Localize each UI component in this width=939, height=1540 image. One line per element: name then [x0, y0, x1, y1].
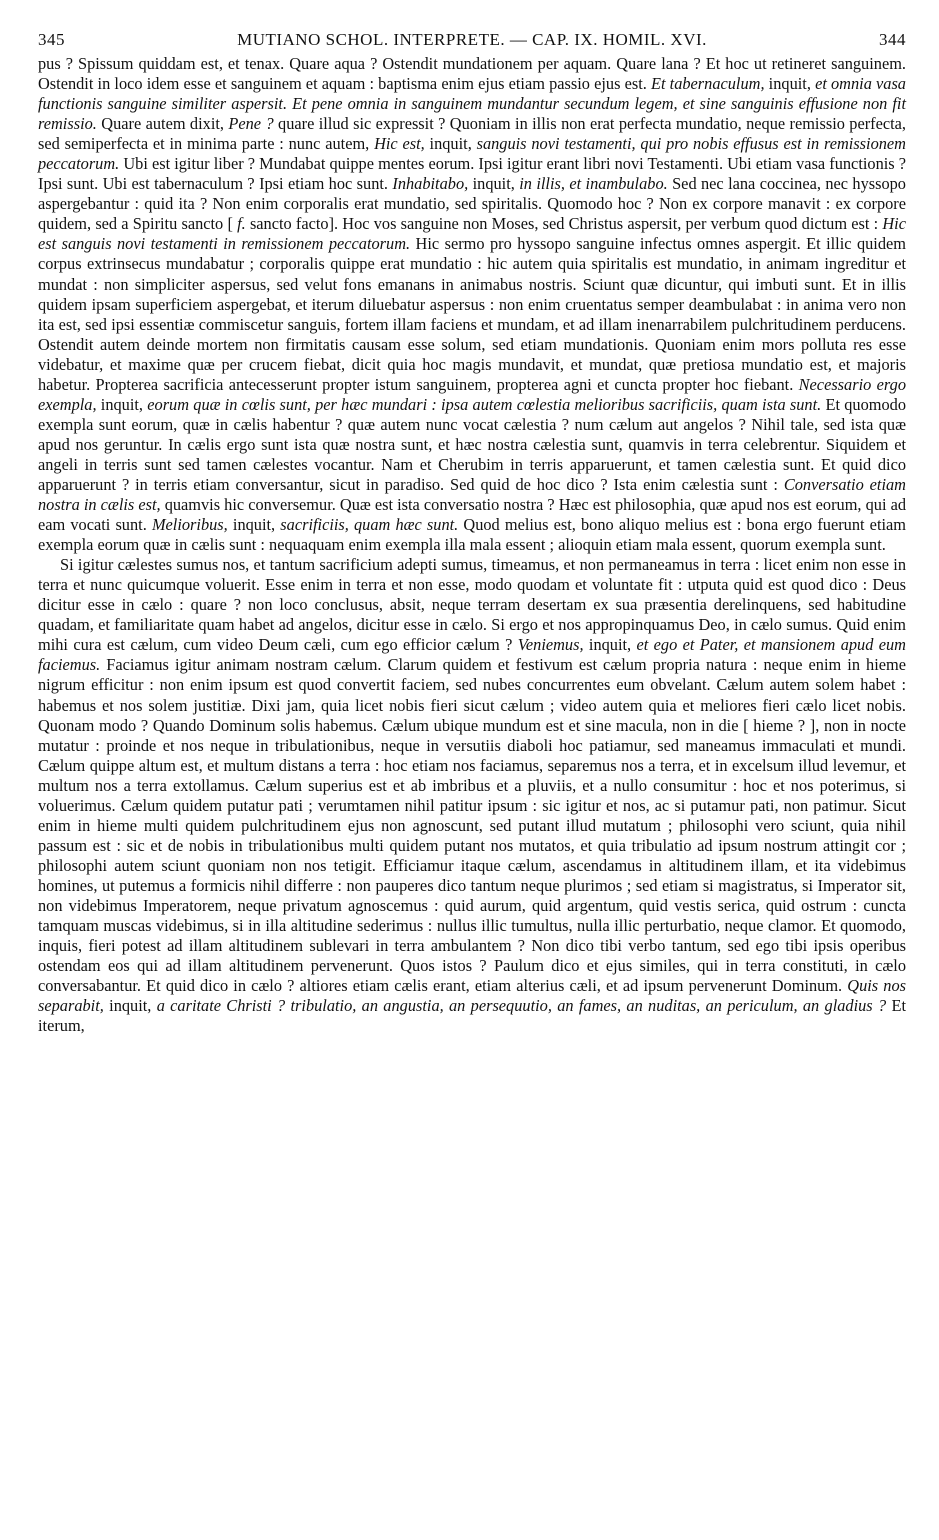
italic-quote: f. — [237, 214, 246, 234]
text-run: inquit, — [468, 174, 520, 194]
text-run: Quare autem dixit, — [96, 114, 229, 134]
left-page-number: 345 — [38, 30, 65, 49]
page — [38, 30, 906, 1036]
italic-quote: a caritate Christi ? tribulatio, an angustia, an persequutio, an fames, an nuditas, an periculum, an gladius ? — [156, 996, 887, 1016]
text-run: inquit, — [96, 394, 148, 414]
italic-quote: sacrificiis, quam hæc sunt. — [280, 515, 459, 535]
text-run: inquit, — [583, 635, 637, 655]
text-run: Si igitur cælestes sumus nos, et tantum sacrificium adepti sumus, timeamus, et non permaneamus in terra : licet enim non esse in terra et nunc quicumque voluerit. Esse enim in terra et non esse, modo quodam et voluntate fit : utputa quid est quod dico : Deus dicitur esse in cælo : quare ? non loco conclusus, absit, neque terram desertam ex sua præsentia derelinquens, sed habitudine quadam, et familiaritate quam habet ad angelos, dicitur esse in cælo. Si ergo et nos appropinquamus Deo, in cælo sumus. Quid enim mihi cura est cælum, cum video Deum cæli, cum ego efficior cælum ? — [38, 555, 906, 655]
text-run: quare illud sic expressit ? Quoniam in illis non erat perfecta mundatio, neque remissio perfecta, sed semiperfecta et in minima parte : nunc autem, — [38, 114, 907, 154]
text-run: Sed nec lana coccinea, nec hyssopo aspergebantur : quid ita ? Non enim corporalis erat mundatio, sed spiritalis. Quomodo hoc ? Non ex corpore manavit : ex corpore quidem, sed a Spiritu sancto [ — [38, 174, 906, 234]
text-run: Et iterum, — [38, 996, 906, 1036]
paragraph-1 — [38, 54, 906, 555]
italic-quote: Hic est, — [374, 134, 425, 154]
running-head — [38, 30, 906, 54]
text-run: inquit, — [103, 996, 157, 1016]
body-text — [38, 54, 906, 1036]
text-run: inquit, — [424, 134, 477, 154]
text-run: pus ? Spissum quiddam est, et tenax. Quare aqua ? Ostendit mundationem per aquam. Quare lana ? Et hoc ut retineret sanguinem. Ostendit in loco idem esse et sanguinem et aquam : baptisma enim ejus etiam passio ejus est. — [38, 54, 906, 94]
italic-quote: eorum quæ in cœlis sunt, per hæc mundari : ipsa autem cœlestia melioribus sacrificiis, quam ista sunt. — [147, 394, 822, 414]
italic-quote: et omnia vasa functionis sanguine similiter aspersit. Et pene omnia in sanguinem mundantur secundum legem, et sine sanguinis effusione non fit remissio. — [38, 74, 906, 134]
running-title: MUTIANO SCHOL. INTERPRETE. — CAP. IX. HOMIL. XVI. — [237, 30, 707, 49]
italic-quote: Melioribus, — [151, 515, 228, 535]
italic-quote: Conversatio etiam nostra in cælis est, — [38, 474, 906, 515]
text-run: Ubi est igitur liber ? Mundabat quippe mentes eorum. Ipsi igitur erant libri novi Testamenti. Ubi etiam vasa functionis ? Ipsi sunt. Ubi est tabernaculum ? Ipsi etiam hoc sunt. — [38, 154, 906, 194]
text-run: Faciamus igitur animam nostram cælum. Clarum quidem et festivum est cælum propria natura : neque enim in hieme nigrum efficitur : non enim ipsum est quod convertit faciem, sed nubes concurrentes eum obvelant. Cælum autem solem habet : habemus et nos solem justitiæ. Dixi jam, quia licet nobis fieri sicut cælum ; video autem quia et meliores fieri cælo licet nobis. Quonam modo ? Quando Dominum solis habemus. Cælum ubique mundum est et sine macula, non in die [ hieme ? ], non in nocte mutatur : proinde et nos neque in tribulationibus, neque in versutiis diaboli hoc patiamur, sed maneamus immaculati et mundi. Cælum quippe altum est, et multum distans a terra : hoc etiam nos faciamus, separemus nos a terra, et in excelsum illud levemur, et multum nos a terra extollamus. Cælum superius est et ab imbribus et a pluviis, et a nullo consumitur : hoc et nos poterimus, si voluerimus. Cælum quidem putatur pati ; verumtamen nihil patitur ipsum : sic igitur et nos, ac si putamur pati, non patimur. Sicut enim in hieme multi quidem pulchritudinem ejus non agnoscunt, sed putant illud mutatum ; philosophi vero sciunt, quia nihil passum est : sic et de nobis in tribulationibus multi quidem putant nos mutatos, et quia tribulatio ad ipsum nostrum attingit cor ; philosophi autem sciunt quoniam non nos tetigit. Efficiamur itaque cælum, ascendamus in altitudinem illam, et ita videbimus homines, ut putemus a formicis nihil differre : non pauperes dico tantum neque plurimos ; sed etiam si magistratus, si Imperator sit, non videbimus Imperatorem, neque privatum agnoscemus : quid aurum, quid argentum, quid vestis serica, quid ostrum : cuncta tamquam muscas videbimus, si in illa altitudine sederimus : nullus illic tumultus, nulla illic perturbatio, neque clamor. Et quomodo, inquis, fieri potest ad illam altitudinem sublevari in terra ambulantem ? Non dico tibi verbo tantum, sed ego tibi ipsis operibus ostendam eos qui ad illam altitudinem pervenerunt. Quos istos ? Paulum dico et ejus similes, qui in terra constituti, in cælo conversabantur. Et quid dico in cælo ? altiores etiam cælis erant, etiam alterius cæli, et ad ipsum pervenerunt Dominum. — [38, 655, 906, 996]
italic-quote: Et tabernaculum, — [650, 74, 765, 94]
text-run: inquit, — [227, 515, 281, 535]
right-page-number: 344 — [879, 30, 906, 49]
italic-quote: sanguis novi testamenti, qui pro nobis effusus est in remissionem peccatorum. — [38, 134, 906, 174]
italic-quote: Quis nos separabit, — [38, 976, 906, 1016]
paragraph-2 — [38, 555, 906, 1036]
text-run: quamvis hic conversemur. Quæ est ista conversatio nostra ? Hæc est philosophia, quæ apud nos est eorum, qui ad eam vocati sunt. — [38, 495, 907, 535]
text-run: inquit, — [764, 74, 816, 94]
italic-quote: et ego et Pater, et mansionem apud eum faciemus. — [38, 635, 906, 675]
italic-quote: in illis, et inambulabo. — [519, 174, 668, 194]
text-run: Quod melius est, bono aliquo melius est : bona ergo fuerunt etiam exempla eorum quæ in cælis sunt : nequaquam enim exempla illa mala essent ; alioquin etiam mala essent, quorum exempla sunt. — [38, 515, 906, 555]
italic-quote: Pene ? — [228, 114, 274, 134]
text-run: sancto facto]. Hoc vos sanguine non Moses, sed Christus aspersit, per verbum quod dictum est : — [245, 214, 883, 234]
text-run: Hic sermo pro hyssopo sanguine infectus omnes aspergit. Et illic quidem corpus extrinsecus mundabatur ; corporalis quippe erat mundatio : hic autem quia spiritalis est mundatio, in animam ingreditur et mundat : non simpliciter aspersus, sed velut fons emanans in animabus nostris. Sciunt quæ dicuntur, qui imbuti sunt. Et in illis quidem ipsam superficiem aspergebat, et iterum diluebatur aspersus : non enim cruentatus semper deambulabat : in anima vero non ita est, sed ipsi essentiæ commiscetur sanguis, fortem illam faciens et mundam, et ad illam inenarrabilem pulchritudinem perducens. Ostendit autem deinde mortem non firmitatis causam esse solum, sed etiam mundationis. Quoniam enim mors polluta res esse videbatur, et maxime quæ per crucem fiebat, dicit quia hoc magis mundavit, et mundat, quæ pretiosa mundatio est, et majoris habetur. Propterea sacrificia antecesserunt propter istum sanguinem, propterea agni et cuncta propter hoc fiebant. — [38, 234, 906, 394]
italic-quote: Necessario ergo exempla, — [38, 374, 906, 414]
italic-quote: Hic est sanguis novi testamenti in remissionem peccatorum. — [38, 214, 906, 254]
text-run: Et quomodo exempla sunt eorum, quæ in cælis habentur ? quæ autem nunc vocat cælestia ? num cælum aut angelos ? Nihil tale, sed ista quæ apud nos geruntur. In cælis ergo sunt ista quæ nostra sunt, et hæc nostra cælestia sunt, quamvis in terra celebrentur. Siquidem et angeli in terris sunt sed tamen cælestes vocantur. Nam et Cherubim in terris apparuerunt, et tamen cælestia sunt. Et quid dico apparuerunt ? in terris etiam conversantur, sicut in paradiso. Sed quid de hoc dico ? Ista enim cælestia sunt : — [38, 394, 906, 494]
italic-quote: Veniemus, — [517, 635, 584, 655]
italic-quote: Inhabitabo, — [392, 174, 469, 194]
